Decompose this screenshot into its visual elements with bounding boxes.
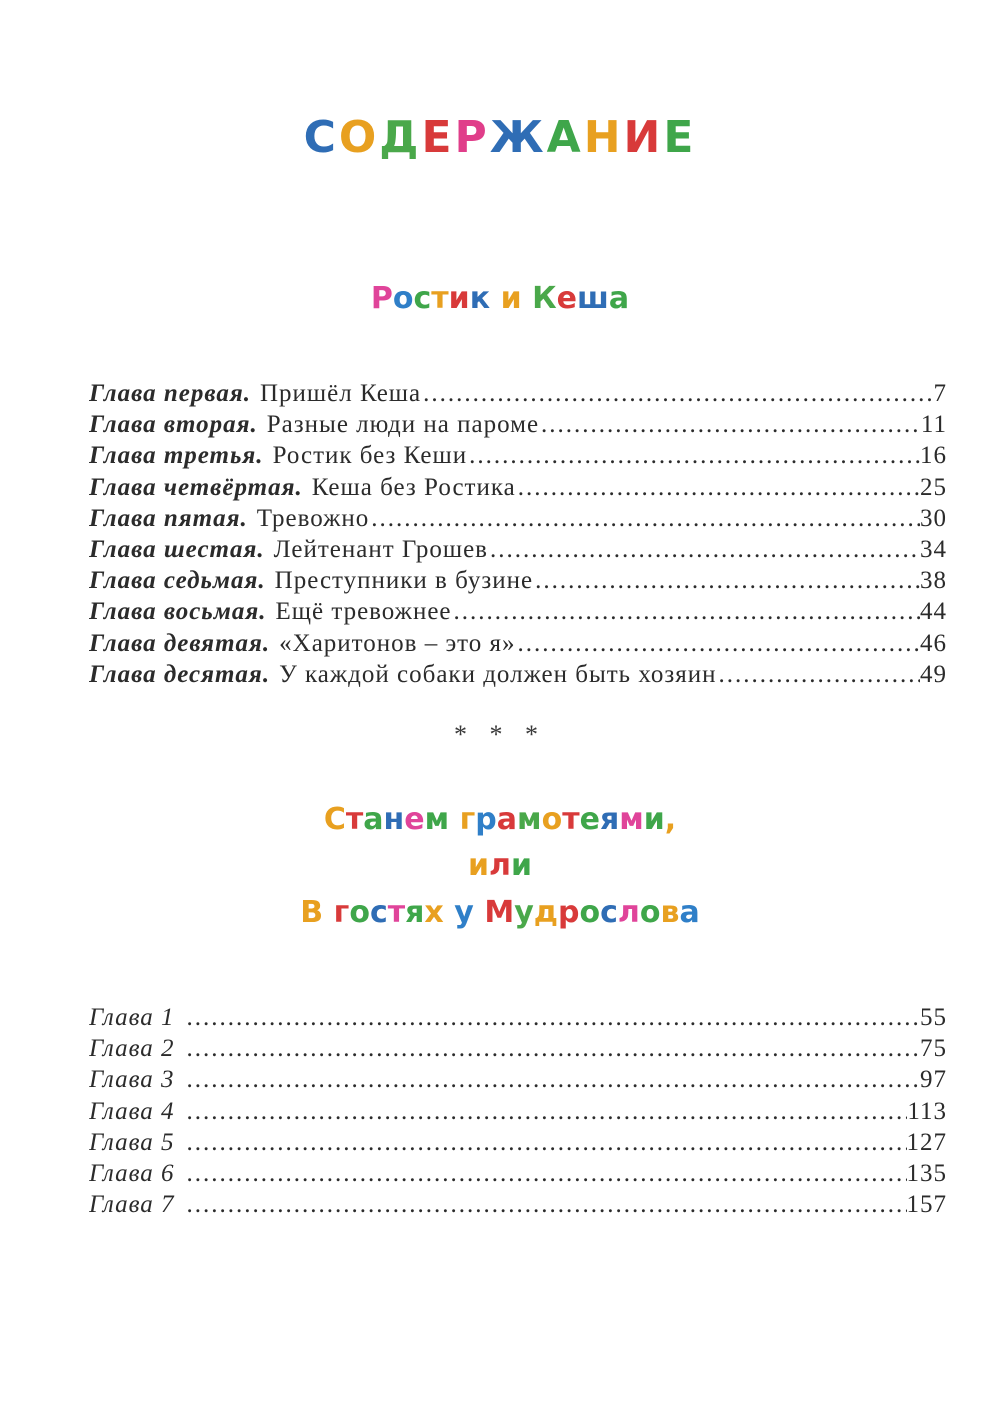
toc-entry [89, 380, 947, 411]
page-number: 30 [920, 504, 947, 532]
dot-leader [175, 1098, 908, 1126]
toc-entry [89, 1191, 947, 1222]
dot-leader [175, 1191, 907, 1219]
chapter-label: Глава первая. [89, 380, 251, 407]
page-number: 11 [920, 411, 947, 439]
toc-entry [89, 598, 947, 629]
page-number: 25 [920, 473, 947, 501]
chapter-label: Глава третья. [89, 442, 264, 470]
chapter-label: Глава 5 [89, 1128, 175, 1156]
toc-entry [89, 442, 947, 473]
toc-entry [89, 1098, 947, 1129]
section-title-line-3: В гостях у Мудрослова [300, 895, 700, 930]
chapter-title: У каждой собаки должен быть хозяин [279, 660, 717, 688]
page-number: 157 [906, 1191, 947, 1219]
toc-entry [89, 567, 947, 598]
chapter-title: Лейтенант Грошев [273, 535, 488, 563]
toc-entry [89, 1129, 947, 1160]
toc-entry [89, 1160, 947, 1191]
chapter-title: Тревожно [256, 504, 370, 532]
toc-entry [89, 661, 947, 692]
toc-section-2 [89, 1004, 947, 1222]
section-title-line-2: или [467, 848, 533, 883]
toc-section-1 [89, 380, 947, 692]
section-title-line-1: Станем грамотеями, [323, 802, 677, 837]
page-number: 38 [920, 567, 947, 595]
chapter-label: Глава 2 [89, 1035, 175, 1063]
dot-leader [488, 536, 920, 564]
page-number: 16 [920, 442, 947, 470]
page-number: 127 [906, 1128, 947, 1156]
dot-leader [369, 505, 920, 533]
chapter-label: Глава 3 [89, 1066, 175, 1094]
dot-leader [421, 380, 933, 408]
chapter-label: Глава 7 [89, 1191, 175, 1219]
chapter-title: Ещё тревожнее [275, 598, 452, 626]
separator-asterisks: * * * [454, 720, 546, 749]
chapter-title: «Харитонов – это я» [279, 629, 516, 657]
dot-leader [452, 598, 920, 626]
page-number: 75 [920, 1035, 947, 1063]
chapter-title: Разные люди на пароме [266, 411, 540, 439]
chapter-label: Глава шестая. [89, 535, 265, 563]
chapter-label: Глава вторая. [89, 411, 258, 439]
chapter-label: Глава десятая. [89, 660, 271, 688]
toc-entry [89, 411, 947, 442]
dot-leader [533, 567, 920, 595]
chapter-label: Глава девятая. [89, 629, 271, 657]
toc-entry [89, 1004, 947, 1035]
toc-entry [89, 474, 947, 505]
toc-entry [89, 1066, 947, 1097]
toc-entry [89, 630, 947, 661]
toc-entry [89, 505, 947, 536]
dot-leader [539, 411, 921, 439]
toc-entry [89, 536, 947, 567]
page-number: 55 [920, 1004, 947, 1031]
dot-leader [175, 1129, 907, 1157]
page-title: СОДЕРЖАНИЕ [303, 112, 697, 163]
page-number: 135 [906, 1159, 947, 1187]
dot-leader [175, 1035, 920, 1063]
toc-entry [89, 1035, 947, 1066]
dot-leader [467, 442, 920, 470]
dot-leader [175, 1004, 920, 1032]
chapter-title: Пришёл Кеша [259, 380, 422, 407]
chapter-label: Глава четвёртая. [89, 473, 303, 501]
chapter-label: Глава восьмая. [89, 598, 267, 626]
page-number: 113 [907, 1097, 947, 1125]
dot-leader [516, 630, 920, 658]
page-number: 34 [920, 535, 947, 563]
dot-leader [717, 661, 920, 689]
chapter-label: Глава 6 [89, 1159, 175, 1187]
chapter-label: Глава 4 [89, 1097, 175, 1125]
page-number: 49 [920, 660, 947, 688]
dot-leader [516, 474, 920, 502]
page-number: 44 [920, 598, 947, 626]
dot-leader [175, 1066, 920, 1094]
chapter-label: Глава пятая. [89, 504, 248, 532]
chapter-title: Кеша без Ростика [311, 473, 516, 501]
chapter-label: Глава седьмая. [89, 567, 266, 595]
page-number: 97 [920, 1066, 947, 1094]
chapter-title: Преступники в бузине [274, 567, 534, 595]
chapter-title: Ростик без Кеши [272, 442, 468, 470]
page-number: 7 [933, 380, 947, 407]
section-title-rostik-i-kesha: Ростик и Кеша [370, 281, 630, 316]
page-number: 46 [920, 629, 947, 657]
dot-leader [175, 1160, 907, 1188]
chapter-label: Глава 1 [89, 1004, 175, 1031]
